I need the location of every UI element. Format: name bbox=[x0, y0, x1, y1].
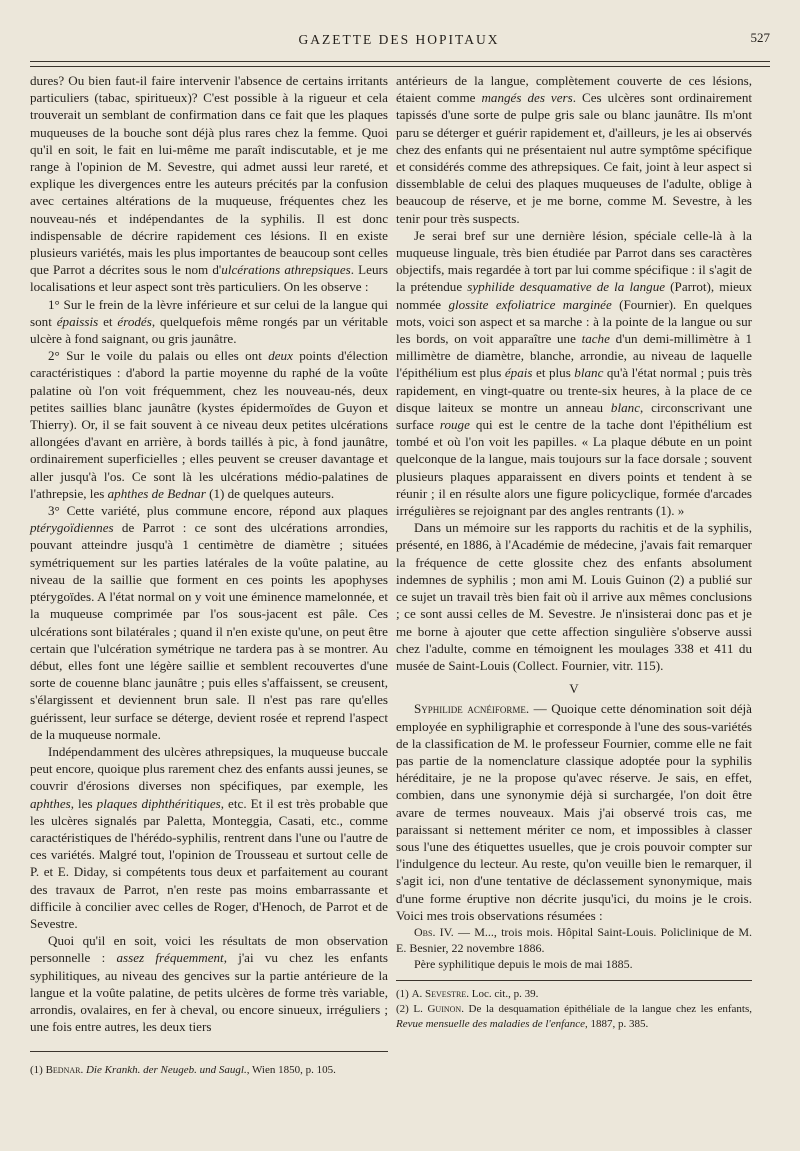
footnote-number: (2) bbox=[396, 1002, 414, 1015]
italic-term: aphthes de Bednar bbox=[107, 485, 206, 501]
italic-term: plaques diphthéritiques bbox=[96, 795, 221, 811]
italic-term: aphthes bbox=[30, 795, 71, 811]
section-numeral: V bbox=[569, 681, 579, 697]
italic-term: deux bbox=[268, 348, 293, 364]
text-run: et bbox=[98, 313, 118, 329]
italic-term: blanc bbox=[574, 365, 604, 381]
italic-title: Revue mensuelle des maladies de l'enfance bbox=[396, 1017, 585, 1030]
observation-line: Père syphilitique depuis le mois de mai 1885. bbox=[414, 956, 633, 971]
header-rule bbox=[30, 61, 770, 62]
italic-term: blanc bbox=[610, 399, 641, 415]
text-run: , 1887, p. 385. bbox=[584, 1017, 649, 1030]
text-run: (Fournier). En quelques mots, voici son aspect et sa marche : à la pointe de la langue ou sur les bords, on voit apparaître une bbox=[396, 296, 752, 347]
observation bbox=[396, 924, 752, 956]
page-number: 527 bbox=[750, 30, 770, 45]
italic-term: ptérygoïdiennes bbox=[30, 520, 114, 536]
left-footnotes bbox=[30, 1051, 388, 1089]
italic-term: mangés des vers bbox=[481, 90, 573, 106]
italic-term: ulcérations athrepsiques bbox=[221, 262, 351, 278]
footnote-rule bbox=[396, 980, 752, 981]
text-run: (Parrot), mieux nommée bbox=[396, 279, 752, 312]
footnote bbox=[396, 987, 752, 1002]
text-run: De la desquamation épithéliale de la langue chez les enfants, bbox=[463, 1002, 753, 1015]
italic-term: érodés bbox=[117, 313, 152, 329]
paragraph bbox=[30, 347, 388, 502]
paragraph bbox=[30, 743, 388, 932]
footnote-author: L. Guinon. bbox=[413, 1002, 464, 1015]
paragraph bbox=[30, 502, 388, 743]
text-run: , Wien 1850, p. 105. bbox=[246, 1064, 336, 1076]
right-column bbox=[396, 72, 752, 1032]
footnote bbox=[30, 1063, 388, 1078]
italic-term: assez fréquemment bbox=[116, 950, 224, 966]
text-run: Je serai bref sur une dernière lésion, spéciale celle-là à la muqueuse linguale, très bien étudiée par Parrot dans ses caractères objectifs, mais regardée à tort par lui comme spécifique : il s'agit de la prétendue bbox=[396, 227, 752, 295]
header-rule-second bbox=[30, 66, 770, 67]
text-run: 3° Cette variété, plus commune encore, répond aux plaques bbox=[48, 503, 388, 519]
footnote bbox=[396, 1002, 752, 1032]
italic-title: Die Krankh. der Neugeb. und Saugl. bbox=[83, 1064, 247, 1076]
text-run: Indépendamment des ulcères athrepsiques, la muqueuse buccale peut encore, quoique plus rarement chez des enfants aussi jeunes, se couvrir d'érosions diverses non spécifiques, par exemple, les bbox=[30, 743, 388, 794]
paragraph bbox=[396, 227, 752, 519]
page-header bbox=[28, 30, 770, 54]
italic-term: tache bbox=[581, 331, 610, 347]
observation-block bbox=[396, 924, 752, 972]
section-heading: Syphilide acnéiforme. bbox=[414, 701, 530, 717]
text-run: . Leurs localisations et leur aspect sont très particuliers. On les observe : bbox=[30, 262, 388, 295]
text-run: Loc. cit., p. 39. bbox=[469, 987, 539, 1000]
text-run: dures? Ou bien faut-il faire intervenir l'absence de certains irritants particuliers (tabac, spiritueux)? C'est possible à la rigueur et cela trouverait un semblant de confirmation dans ce fait que les plaques muqueuses de la bouche sont déjà plus rares chez la femme. Quoi qu'il en soit, le fait en lui-même me paraît indiscutable, et je me range à l'opinion de M. Sevestre, qui admet aussi leur rareté, et explique les divergences entre les auteurs précités par la confusion avec certaines altérations de la muqueuse, fréquentes chez les nouveau-nés et indépendantes de la syphilis. Il est donc indispensable de décrire rapidement ces lésions. Il en existe plusieurs variétés, mais les plus importantes de beaucoup sont celles que Parrot a décrites sous le nom d' bbox=[30, 73, 388, 278]
italic-term: épais bbox=[504, 365, 533, 381]
text-run: antérieurs de la langue, complètement couverte de ces lésions, étaient comme bbox=[396, 73, 752, 106]
text-run: qu'à l'état normal ; puis très rapidement, en vingt-quatre ou trente-six heures, à la place de ce disque laiteux se montre un anneau bbox=[396, 365, 752, 415]
text-run: — M..., trois mois. Hôpital Saint-Louis. Policlinique de M. E. Besnier, 22 novembre 1886. bbox=[396, 924, 752, 955]
footnote-rule bbox=[30, 1051, 388, 1052]
paragraph bbox=[30, 72, 388, 296]
paragraph bbox=[30, 296, 388, 348]
text-run: 2° Sur le voile du palais ou elles ont bbox=[48, 348, 269, 364]
text-run: , etc. Et il est très probable que les ulcères signalés par Paletta, Monteggia, Casati, etc., comme caractéristiques de l'hérédo-syphilis, rentrent dans l'une ou l'autre de ces variétés. Malgré tout, l'opinion de Trousseau et surtout celle de P. et E. Diday, si compétents tous deux et parfaitement au courant des travaux de Parrot, n'en reste pas moins embarrassante et difficile à concilier avec celles de Roger, d'Henoch, de Parrot et de Sevestre. bbox=[30, 795, 388, 931]
paragraph: Dans un mémoire sur les rapports du rachitis et de la syphilis, présenté, en 1886, à l'Académie de médecine, j'avais fait remarquer la fréquence de cette glossite chez des enfants absolument indemnes de syphilis ; mon ami M. Louis Guinon (2) a publié sur ce sujet un travail très bien fait où il arrive aux mêmes conclusions ; ce sont aussi celles de M. Sevestre. Je n'insisterai donc pas et je me borne à ajouter que cette affection singulière s'observe aussi chez l'adulte, comme en témoignent les moulages 338 et 411 du musée de Saint-Louis (Collect. Fournier, vitr. 115). bbox=[396, 520, 752, 673]
text-run: , les bbox=[70, 795, 97, 811]
footnote-number: (1) bbox=[396, 987, 412, 1000]
text-run: — Quoique cette dénomination soit déjà employée en syphiligraphie et corresponde à l'une des sous-variétés de la classification de M. le professeur Fournier, comme elle ne fait pas partie de la nomenclature classique adoptée pour la syphilis héréditaire, je ne la propose qu'avec réserve. Je sais, en effet, combien, dans une synonymie déjà si surchargée, l'on doit être avare de termes nouveaux. Mais j'ai observé trois cas, me paraissant si nettement mériter ce nom, et impossibles à classer sous l'une des étiquettes usuelles, que je crois pouvoir compter sur l'indulgence du lecteur. Au reste, qu'on veuille bien le remarquer, il s'agit ici, non d'une tentative de déclassement synonymique, mais d'une forme éruptive non décrite jusqu'ici, du moins je le crois. Voici mes trois observations résumées : bbox=[396, 701, 752, 923]
text-run: (1) de quelques auteurs. bbox=[205, 485, 335, 501]
italic-term: épaissis bbox=[56, 313, 99, 329]
observation-label: Obs. IV. bbox=[414, 924, 454, 939]
italic-term: syphilide desquamative de la langue bbox=[467, 279, 666, 295]
text-run: Quoi qu'il en soit, voici les résultats de mon observation personnelle : bbox=[30, 933, 388, 966]
text-run: 1° Sur le frein de la lèvre inférieure et sur celui de la langue qui sont bbox=[30, 296, 388, 329]
paragraph bbox=[396, 72, 752, 227]
running-title: GAZETTE DES HOPITAUX bbox=[298, 32, 500, 47]
text-run: qui est le centre de la tache dont l'épithélium est tombé et où l'on voit les papilles. « La plaque débute en un point quelconque de la langue, mais toujours sur la face dorsale ; souvent plusieurs plaques apparaissent en divers points et tendent à se réunir ; il en résulte alors une figure policyclique, formée d'arcades irrégulières se rejoignant par des angles rentrants (1). » bbox=[396, 417, 752, 519]
paragraph bbox=[396, 700, 752, 924]
text-run: de Parrot : ce sont des ulcérations arrondies, pouvant atteindre jusqu'à 1 centimètre de diamètre ; situées symétriquement sur les parties latérales de la voûte palatine, au niveau de la saillie que forment en ces points les apophyses ptérygoïdes. A l'état normal on y voit une éminence mamelonnée, et la muqueuse comprimée par l'os sous-jacent est pâle. Ces ulcérations sont bilatérales ; quand il n'en existe qu'une, on peut être certain que l'ulcération symétrique ne tardera pas à se montrer. Au début, elles font une légère saillie et semblent recouvertes d'une sorte de couenne blanc jaunâtre ; puis elles s'affaissent, se creusent, s'élargissent et deviennent brun sale. Il n'est pas rare qu'elles guérissent, leur surface se déterge, devient rosée et reprend l'aspect de la muqueuse normale. bbox=[30, 520, 388, 742]
text-run: d'un demi-millimètre à 1 millimètre de diamètre, blanche, arrondie, au niveau de laquelle l'épithélium est plus bbox=[396, 331, 752, 381]
italic-term: glossite exfoliatrice marginée bbox=[448, 296, 612, 312]
text-run: , circonscrivant une surface bbox=[396, 399, 753, 433]
text-run: , j'ai vu chez les enfants syphilitiques, au niveau des gencives sur la partie antérieure de la langue et la voûte palatine, de petits ulcères de forme très variable, arrondis, ovalaires, en fer à cheval, ou encore sinueux, irréguliers ; une fois entre autres, les deux tiers bbox=[30, 950, 388, 1035]
text-run: points d'élection caractéristiques : d'abord la partie moyenne du raphé de la voûte palatine où l'on voit fréquemment, chez les nouveau-nés, deux petites saillies blanc jaunâtre (kystes épidermoïdes de Guyon et Thierry). Or, il se fait souvent à ce niveau deux petites ulcérations allongées d'avant en arrière, à bords taillés à pic, à fond jaunâtre, ordinairement superficielles ; elles peuvent se creuser davantage et aller jusqu'à l'os. Ce sont là les ulcérations médio-palatines de l'athrepsie, les bbox=[30, 348, 388, 501]
text-run: et plus bbox=[532, 365, 575, 381]
footnote-number: (1) bbox=[30, 1064, 46, 1076]
footnote-author: A. Sevestre. bbox=[411, 987, 469, 1000]
paragraph bbox=[30, 932, 388, 1035]
left-column bbox=[30, 72, 388, 1035]
footnote-author: Bednar. bbox=[45, 1064, 84, 1076]
italic-term: rouge bbox=[439, 417, 470, 433]
text-run: , quelquefois même rongés par un véritable ulcère à fond saignant, ou gris jaunâtre. bbox=[30, 313, 388, 347]
text-run: . Ces ulcères sont ordinairement tapissés d'une sorte de pulpe gris sale ou blanc jaunâtre. Ils m'ont paru se déterger et guérir rapidement et, d'ailleurs, je les ai observés chez des enfants qui ne présentaient nul autre symptôme spécifique et considérés comme des athrepsiques. Ce fait, joint à leur aspect si dissemblable de celui des plaques muqueuses de l'adulte, oblige à beaucoup de réserve, et je me borne, comme M. Sevestre, à les tenir pour très suspects. bbox=[396, 90, 753, 226]
